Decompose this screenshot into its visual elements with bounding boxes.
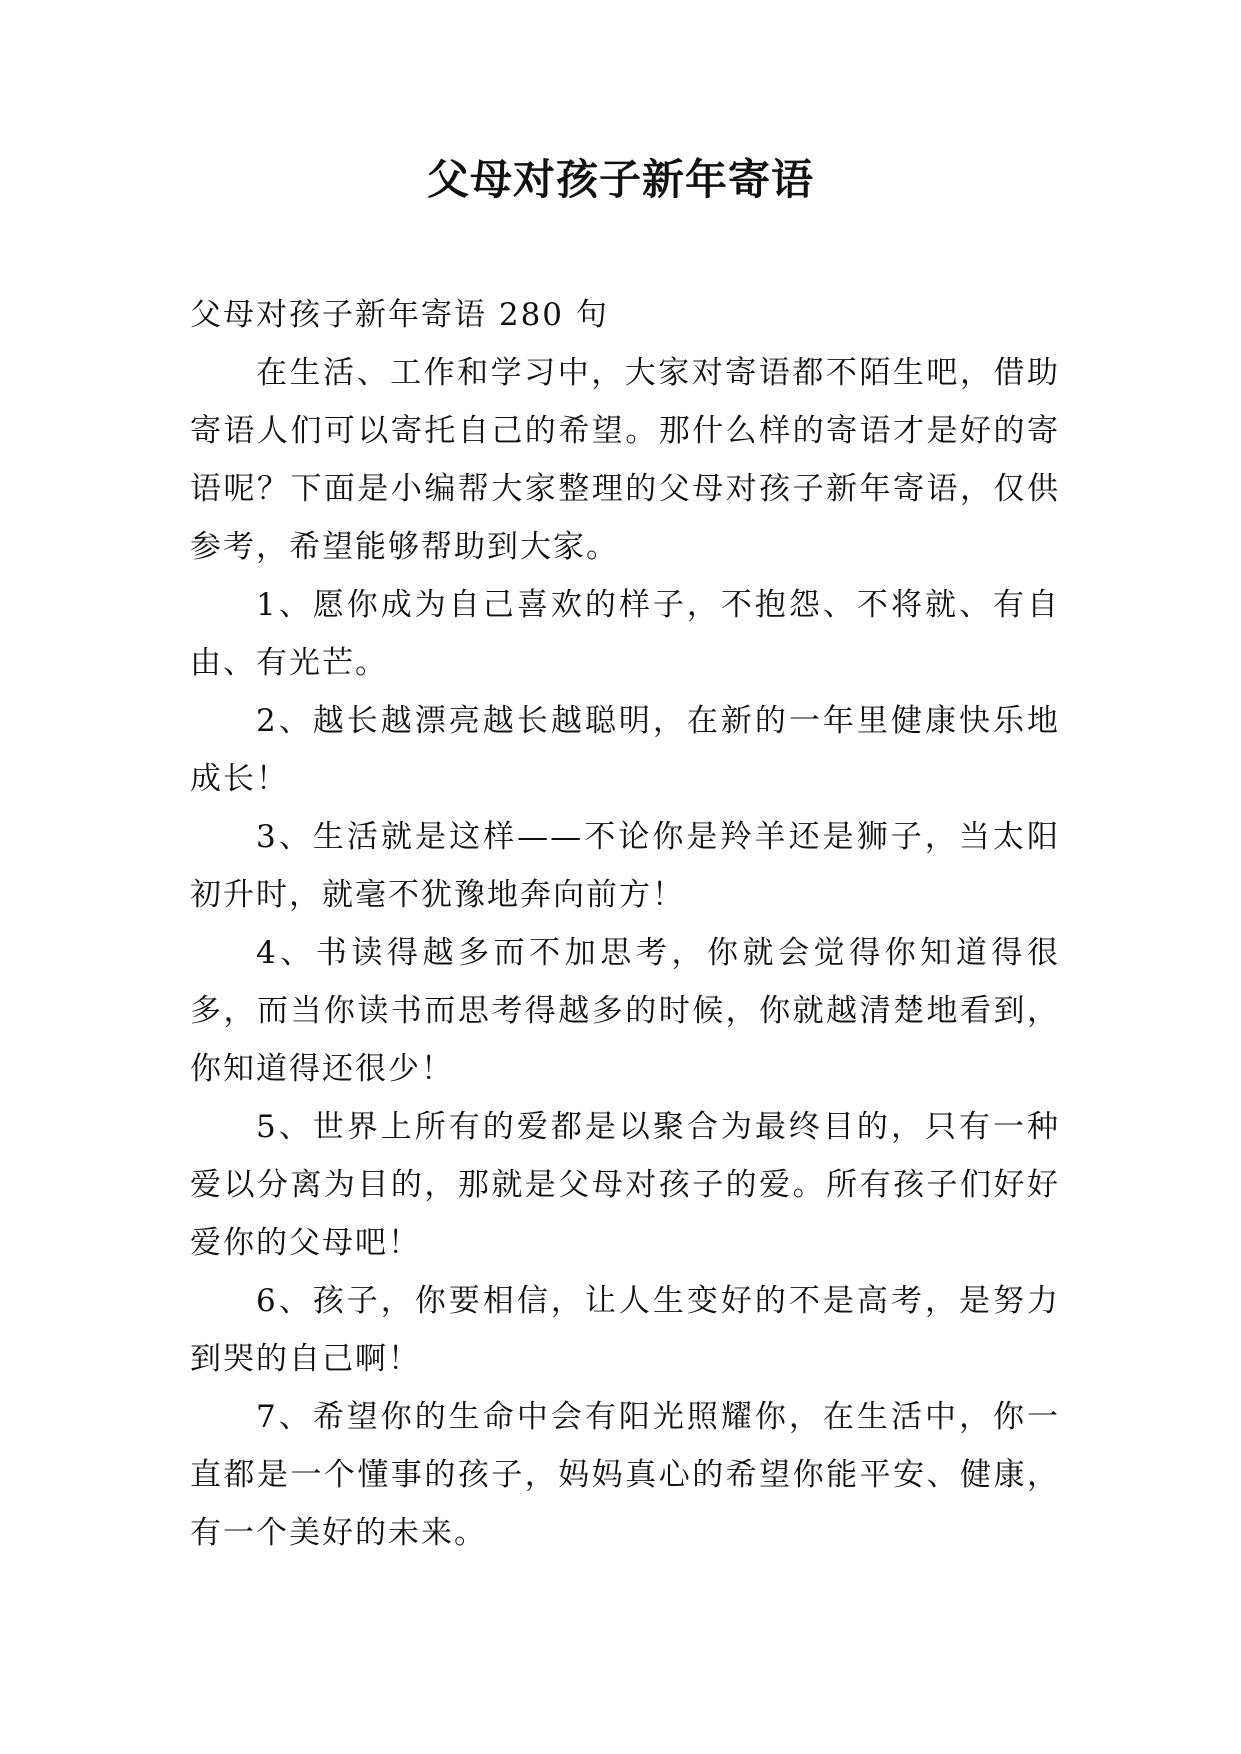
wish-item-7: 7、希望你的生命中会有阳光照耀你，在生活中，你一直都是一个懂事的孩子，妈妈真心的希望你能平安、健康，有一个美好的未来。 <box>190 1399 1060 1551</box>
wish-item-4: 4、书读得越多而不加思考，你就会觉得你知道得很多，而当你读书而思考得越多的时候，你就越清楚地看到，你知道得还很少！ <box>190 935 1060 1087</box>
intro-paragraph: 在生活、工作和学习中，大家对寄语都不陌生吧，借助寄语人们可以寄托自己的希望。那什么样的寄语才是好的寄语呢？下面是小编帮大家整理的父母对孩子新年寄语，仅供参考，希望能够帮助到大家。 <box>190 355 1060 565</box>
wish-item-6: 6、孩子，你要相信，让人生变好的不是高考，是努力到哭的自己啊！ <box>190 1283 1060 1377</box>
document-subtitle: 父母对孩子新年寄语 280 句 <box>190 297 609 333</box>
wish-item-2: 2、越长越漂亮越长越聪明，在新的一年里健康快乐地成长！ <box>190 703 1060 797</box>
document-title: 父母对孩子新年寄语 <box>426 155 814 204</box>
wish-item-3: 3、生活就是这样——不论你是羚羊还是狮子，当太阳初升时，就毫不犹豫地奔向前方！ <box>190 819 1060 913</box>
wish-item-1: 1、愿你成为自己喜欢的样子，不抱怨、不将就、有自由、有光芒。 <box>190 587 1060 681</box>
wish-item-5: 5、世界上所有的爱都是以聚合为最终目的，只有一种爱以分离为目的，那就是父母对孩子的爱。所有孩子们好好爱你的父母吧！ <box>190 1109 1060 1261</box>
document-body <box>190 286 1060 1562</box>
